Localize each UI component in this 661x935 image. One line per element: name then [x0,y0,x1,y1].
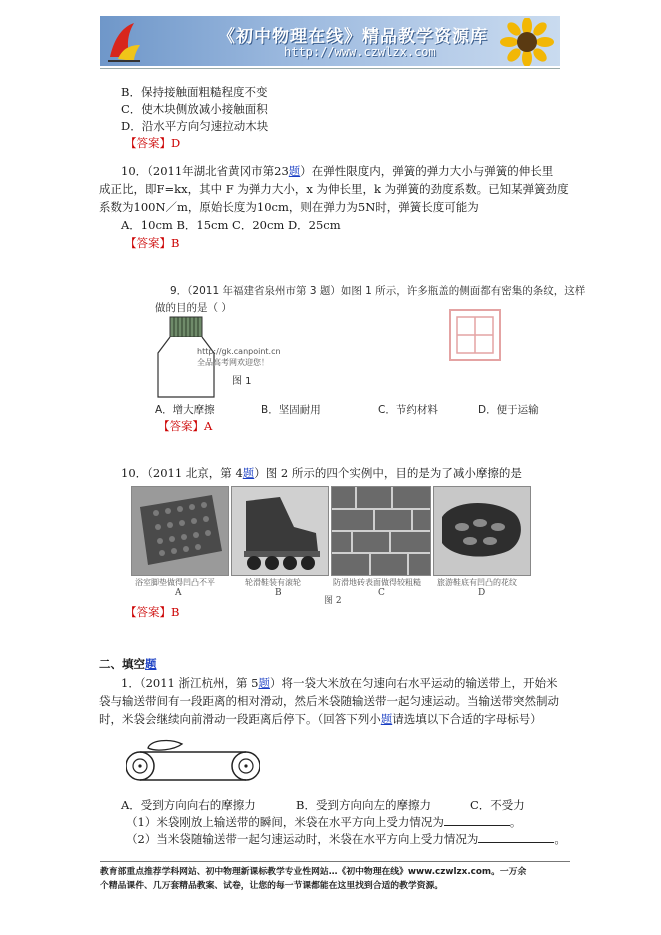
watermark-url: http://gk.canpoint.cn [197,347,281,356]
q1-sub2 [126,831,566,847]
banner-divider [100,68,560,69]
bath-mat-icon [132,487,228,575]
q1-option-a: A．受到方向向右的摩擦力 [121,798,256,812]
question-link[interactable]: 题 [288,164,301,178]
caption-b: 轮滑鞋装有滚轮 [245,578,301,587]
answer-q10-beijing [125,604,179,620]
q1-text: ）将一袋大米放在匀速向右水平运动的输送带上，开始米 [269,676,558,690]
footer [100,865,580,893]
footer-line1: 教育部重点推荐学科网站、初中物理新课标教学专业性网站…《初中物理在线》www.czwlzx.com。一万余 [100,867,527,877]
answer-value: A [204,419,213,433]
option-d: D．沿水平方向匀速拉动木块 [121,119,269,133]
banner-title: 《初中物理在线》精品教学资源库 [218,27,488,47]
q1-line2: 袋与输送带间有一段距离的相对滑动，然后米袋随输送带一起匀速运动。当输送带突然制动 [99,694,559,708]
option-c: C．使木块侧放减小接触面积 [121,102,268,116]
q1-text: 时，米袋会继续向前滑动一段距离后停下。（回答下列小 [99,712,381,726]
letter-a: A [175,588,182,598]
q1-sub1-text: （1）米袋刚放上输送带的瞬间，米袋在水平方向上受力情况为 [126,815,444,829]
caption-c: 防滑地砖表面做得较粗糙 [333,578,421,587]
q1-sub1-end: 。 [509,815,522,829]
footer-line2: 个精品课件、几万套精品教案、试卷，让您的每一节课都能在这里找到合适的教学资源。 [100,881,444,891]
q1-line3 [99,711,542,727]
question-link[interactable]: 题 [258,676,270,690]
q1-line1 [121,675,557,691]
answer-value: B [171,605,180,619]
letter-d: D [478,588,486,598]
caption-d: 旅游鞋底有凹凸的花纹 [437,578,517,587]
answer-blank-1[interactable] [444,814,510,826]
sunflower-icon [500,18,554,66]
footer-divider [100,861,570,862]
q10-hubei-text: 10．（2011年湖北省黄冈市第23 [121,164,289,178]
answer-label: 【答案】 [158,419,204,433]
answer-label: 【答案】 [125,605,171,619]
figure-1-label: 图 1 [232,376,252,387]
q9-option-c: C．节约材料 [378,404,438,416]
floor-tiles-icon [332,487,430,575]
watermark-seal-icon [445,305,505,365]
q1-text: 请选填以下合适的字母标号） [392,712,542,726]
section-heading [99,656,157,672]
q10-hubei-text: ）在弹性限度内，弹簧的弹力大小与弹簧的伸长里 [300,164,554,178]
conveyor-belt-figure-icon [126,738,260,782]
q1-sub2-end: 。 [554,832,566,846]
answer-label: 【答案】 [125,236,171,250]
question-link[interactable]: 题 [380,712,393,726]
q1-sub2-text: （2）当米袋随输送带一起匀速运动时，米袋在水平方向上受力情况为 [126,832,479,846]
q10-beijing-line [121,465,522,481]
q9-option-d: D．便于运输 [478,404,539,416]
option-b: B．保持接触面粗糙程度不变 [121,85,268,99]
q1-option-b: B．受到方向向左的摩擦力 [296,798,431,812]
answer-q9-fujian [158,418,212,434]
question-link[interactable]: 题 [242,466,255,480]
header-banner [100,16,560,66]
answer-value: D [171,136,181,150]
roller-skate-icon [232,487,328,575]
q10-beijing-text: ）图 2 所示的四个实例中，目的是为了减小摩擦的是 [254,466,522,480]
answer-value: B [171,236,180,250]
q1-text: 1．（2011 浙江杭州，第 5 [121,676,259,690]
q1-sub1 [126,814,521,830]
figure-2-label: 图 2 [324,596,342,606]
q10-hubei-options: A．10cm B．15cm C．20cm D．25cm [121,218,341,232]
photo-sneaker [433,486,531,576]
watermark-text: 全品高考网欢迎您！ [197,358,269,367]
section-link[interactable]: 题 [145,657,157,671]
answer-blank-2[interactable] [478,831,554,843]
q10-hubei-line1 [121,163,553,179]
q10-hubei-line3: 系数为100N／m，原始长度为10cm，则在弹力为5N时，弹簧长度可能为 [99,200,479,214]
section-heading-text: 二、填空 [99,657,145,671]
q9-option-b: B．坚固耐用 [261,404,321,416]
photo-bath-mat [131,486,229,576]
photo-roller-skate [231,486,329,576]
answer-label: 【答案】 [125,136,171,150]
q9-fujian-line1: 9．（2011 年福建省泉州市第 3 题）如图 1 所示，许多瓶盖的侧面都有密集的条纹，这样 [170,285,586,297]
photo-floor-tiles [331,486,431,576]
q9-option-a: A．增大摩擦 [155,404,215,416]
letter-c: C [378,588,385,598]
q10-hubei-line2: 成正比，即F=kx，其中 F 为弹力大小，x 为伸长里，k 为弹簧的劲度系数。已知某弹簧劲度 [99,182,569,196]
site-logo-icon [104,19,144,63]
sneaker-icon [434,487,530,575]
banner-url: http://www.czwlzx.com [284,45,436,59]
q9-fujian-line2: 做的目的是（ ） [155,302,232,314]
answer-prev [125,135,180,151]
letter-b: B [275,588,282,598]
answer-q10-hubei [125,235,179,251]
q1-option-c: C．不受力 [470,798,525,812]
q10-beijing-text: 10．（2011 北京，第 4 [121,466,243,480]
caption-a: 浴室脚垫做得凹凸不平 [135,578,215,587]
